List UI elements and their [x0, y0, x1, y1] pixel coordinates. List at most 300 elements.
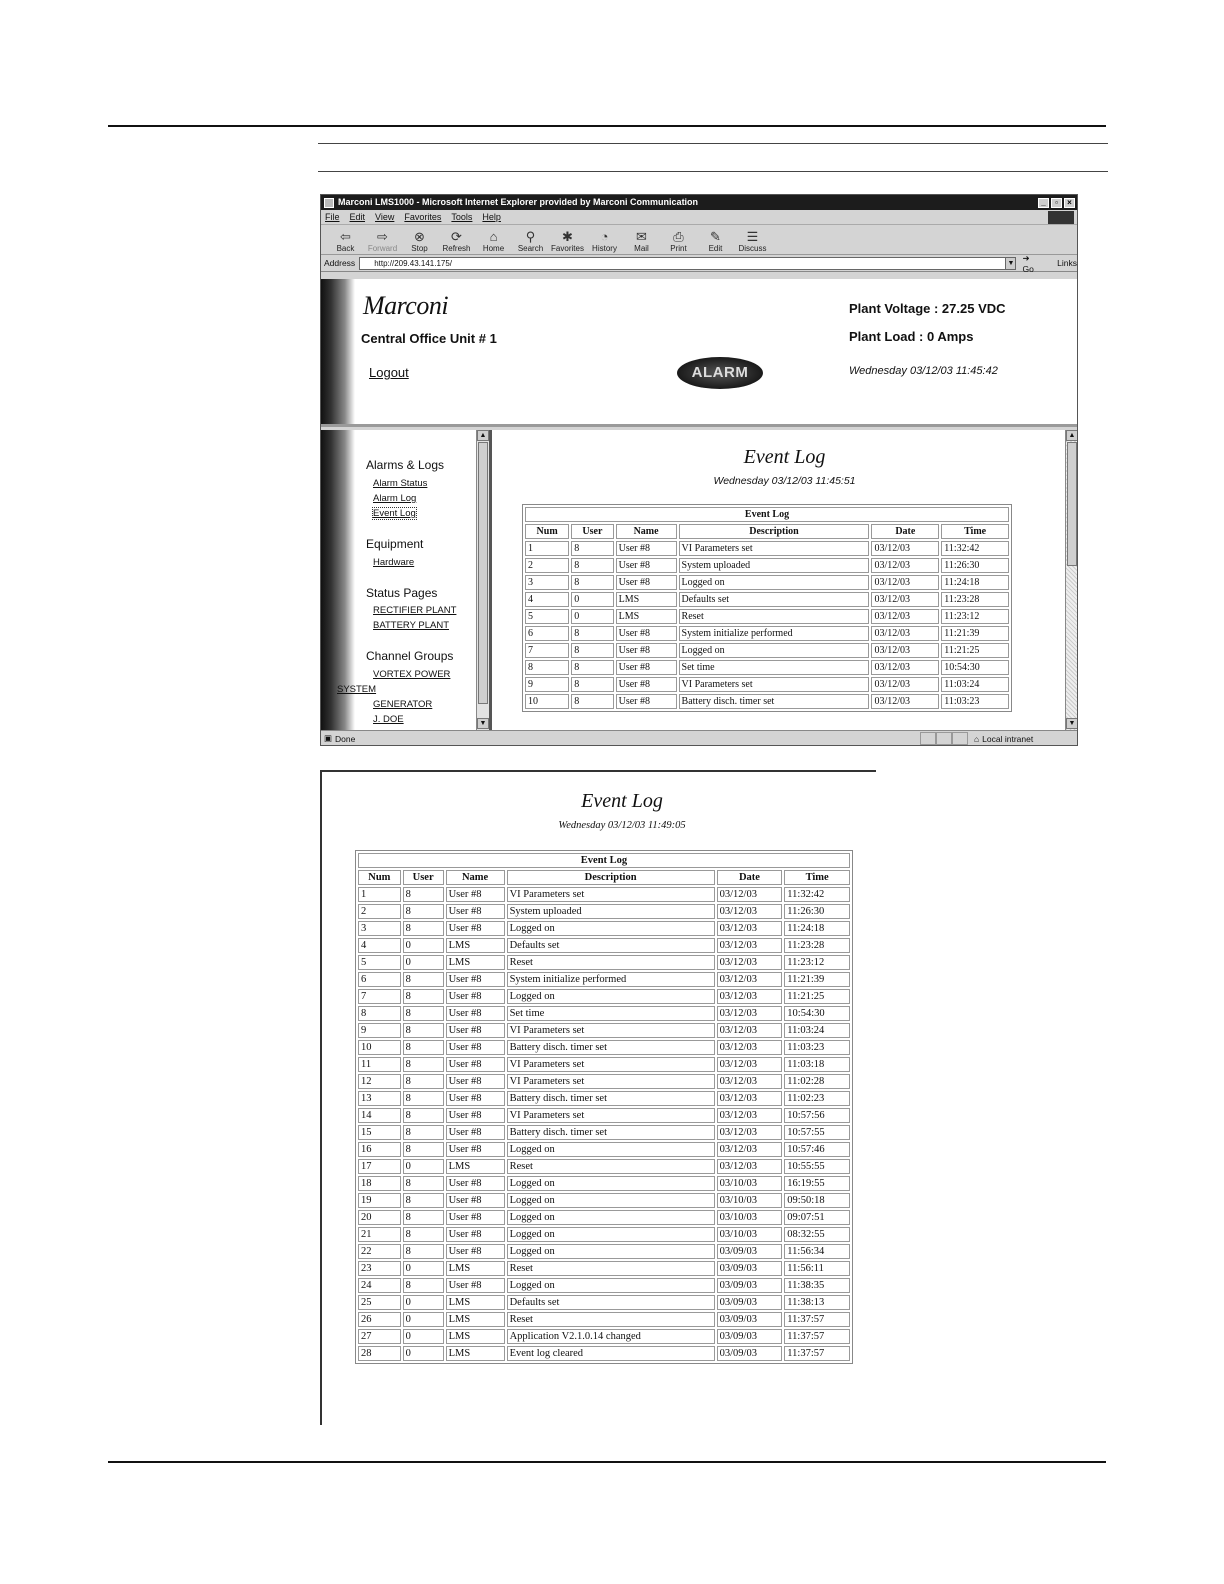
menu-tools[interactable]: Tools — [451, 212, 473, 222]
nav-section-channel-groups: Channel Groups — [366, 649, 454, 663]
cell-date: 03/12/03 — [871, 609, 939, 624]
table-row — [358, 1193, 850, 1208]
table-row — [525, 609, 1009, 624]
nav-link-vortex-power[interactable]: VORTEX POWER — [373, 669, 451, 680]
favorites-icon: ✱ — [562, 229, 573, 244]
cell-description: VI Parameters set — [679, 541, 870, 556]
logout-link[interactable]: Logout — [369, 365, 409, 380]
cell-date: 03/10/03 — [717, 1210, 783, 1225]
plant-voltage: Plant Voltage : 27.25 VDC — [849, 301, 1006, 316]
column-header-time: Time — [784, 870, 850, 885]
title-bar — [321, 195, 1077, 210]
intranet-icon: ⌂ — [974, 733, 980, 744]
cell-time: 11:37:57 — [784, 1312, 850, 1327]
cell-name: User #8 — [616, 694, 677, 709]
edit-button[interactable] — [697, 229, 734, 254]
cell-user: 8 — [403, 989, 444, 1004]
nav-section-equipment: Equipment — [366, 537, 424, 551]
cell-date: 03/12/03 — [717, 938, 783, 953]
cell-num: 8 — [525, 660, 569, 675]
cell-description: Reset — [507, 1312, 715, 1327]
cell-date: 03/12/03 — [717, 1159, 783, 1174]
column-header-description: Description — [507, 870, 715, 885]
cell-description: Reset — [507, 1261, 715, 1276]
table-row — [358, 1295, 850, 1310]
cell-user: 8 — [571, 626, 613, 641]
cell-name: User #8 — [446, 1108, 505, 1123]
minimize-icon[interactable]: _ — [1038, 198, 1049, 208]
top-rule — [108, 125, 1106, 127]
cell-date: 03/09/03 — [717, 1244, 783, 1259]
cell-num: 9 — [358, 1023, 401, 1038]
table-row — [358, 904, 850, 919]
nav-link-hardware[interactable]: Hardware — [373, 557, 415, 568]
table-caption: Event Log — [525, 507, 1009, 522]
cell-user: 0 — [403, 938, 444, 953]
cell-description: Logged on — [507, 1193, 715, 1208]
cell-time: 10:54:30 — [784, 1006, 850, 1021]
cell-description: VI Parameters set — [507, 1074, 715, 1089]
cell-time: 16:19:55 — [784, 1176, 850, 1191]
cell-date: 03/12/03 — [871, 643, 939, 658]
table-row — [358, 1057, 850, 1072]
table-row — [358, 1261, 850, 1276]
table-row — [525, 592, 1009, 607]
cell-num: 27 — [358, 1329, 401, 1344]
cell-date: 03/12/03 — [871, 575, 939, 590]
cell-user: 8 — [403, 1278, 444, 1293]
page-title: Event Log — [581, 790, 663, 812]
toolbar-label: Refresh — [442, 244, 471, 253]
menu-view[interactable]: View — [375, 212, 395, 222]
table-header-row — [525, 524, 1009, 539]
cell-user: 8 — [403, 1006, 444, 1021]
cell-num: 7 — [358, 989, 401, 1004]
cell-name: User #8 — [446, 972, 505, 987]
go-button[interactable]: ➜ Go — [1022, 252, 1034, 274]
cell-num: 17 — [358, 1159, 401, 1174]
cell-user: 8 — [571, 575, 613, 590]
cell-date: 03/12/03 — [871, 677, 939, 692]
cell-user: 0 — [403, 1312, 444, 1327]
table-row — [525, 694, 1009, 709]
cell-date: 03/12/03 — [871, 592, 939, 607]
home-button[interactable] — [475, 229, 512, 254]
table-row — [358, 1329, 850, 1344]
discuss-button[interactable] — [734, 229, 771, 254]
history-button[interactable] — [586, 229, 623, 254]
cell-num: 7 — [525, 643, 569, 658]
cell-time: 11:03:24 — [784, 1023, 850, 1038]
cell-description: Battery disch. timer set — [507, 1040, 715, 1055]
cell-num: 4 — [358, 938, 401, 953]
mail-icon: ✉ — [636, 229, 647, 244]
cell-time: 11:24:18 — [784, 921, 850, 936]
links-button[interactable]: Links — [1057, 258, 1077, 268]
cell-date: 03/12/03 — [717, 887, 783, 902]
cell-date: 03/09/03 — [717, 1312, 783, 1327]
page-datetime: Wednesday 03/12/03 11:49:05 — [558, 820, 686, 831]
status-cell — [936, 732, 952, 745]
column-header-user: User — [403, 870, 444, 885]
cell-time: 11:21:39 — [941, 626, 1009, 641]
table-row — [358, 989, 850, 1004]
table-row — [358, 1108, 850, 1123]
stop-button[interactable] — [401, 229, 438, 254]
cell-description: Logged on — [507, 1142, 715, 1157]
cell-description: System initialize performed — [679, 626, 870, 641]
cell-time: 09:50:18 — [784, 1193, 850, 1208]
cell-user: 0 — [571, 592, 613, 607]
cell-user: 8 — [403, 1074, 444, 1089]
cell-user: 8 — [403, 1176, 444, 1191]
cell-date: 03/09/03 — [717, 1346, 783, 1361]
cell-num: 1 — [525, 541, 569, 556]
cell-name: User #8 — [446, 1091, 505, 1106]
scroll-up-icon[interactable]: ▲ — [477, 430, 489, 441]
cell-user: 8 — [403, 1244, 444, 1259]
event-log-table — [355, 850, 853, 1364]
cell-name: User #8 — [446, 1023, 505, 1038]
cell-time: 10:57:55 — [784, 1125, 850, 1140]
page-datetime: Wednesday 03/12/03 11:45:51 — [713, 475, 856, 487]
cell-time: 10:57:46 — [784, 1142, 850, 1157]
cell-user: 0 — [403, 1329, 444, 1344]
status-cell — [952, 732, 968, 745]
status-text: Done — [335, 733, 356, 744]
cell-num: 24 — [358, 1278, 401, 1293]
cell-user: 8 — [403, 887, 444, 902]
event-log-table — [522, 504, 1012, 712]
cell-name: User #8 — [446, 887, 505, 902]
cell-num: 23 — [358, 1261, 401, 1276]
favorites-button[interactable] — [549, 229, 586, 254]
menu-file[interactable]: File — [325, 212, 340, 222]
zone-text: Local intranet — [982, 733, 1034, 744]
toolbar-label: History — [592, 244, 617, 253]
toolbar-label: Mail — [634, 244, 649, 253]
cell-name: LMS — [446, 1329, 505, 1344]
nav-link-system[interactable]: SYSTEM — [337, 684, 377, 695]
cell-name: LMS — [446, 1159, 505, 1174]
bottom-rule — [108, 1461, 1106, 1463]
cell-num: 15 — [358, 1125, 401, 1140]
cell-name: User #8 — [616, 575, 677, 590]
cell-user: 8 — [571, 694, 613, 709]
back-arrow-icon: ⇦ — [340, 229, 351, 244]
toolbar-label: Forward — [367, 244, 398, 253]
cell-date: 03/12/03 — [871, 558, 939, 573]
nav-section-status-pages: Status Pages — [366, 586, 438, 600]
cell-user: 8 — [403, 1091, 444, 1106]
cell-num: 28 — [358, 1346, 401, 1361]
cell-time: 10:55:55 — [784, 1159, 850, 1174]
window-title: Marconi LMS1000 - Microsoft Internet Explorer provided by Marconi Communication — [338, 197, 699, 207]
cell-user: 0 — [403, 1295, 444, 1310]
table-row — [358, 887, 850, 902]
menu-help[interactable]: Help — [482, 212, 501, 222]
cell-name: LMS — [616, 592, 677, 607]
cell-num: 26 — [358, 1312, 401, 1327]
table-row — [358, 1159, 850, 1174]
toolbar-label: Search — [517, 244, 544, 253]
page-icon: ▣ — [324, 733, 333, 743]
cell-name: User #8 — [446, 1006, 505, 1021]
table-row — [358, 1244, 850, 1259]
cell-num: 6 — [525, 626, 569, 641]
cell-date: 03/12/03 — [717, 989, 783, 1004]
cell-description: Reset — [679, 609, 870, 624]
cell-num: 3 — [358, 921, 401, 936]
table-row — [358, 1023, 850, 1038]
content-area — [321, 430, 1077, 730]
table-caption-row — [358, 853, 850, 868]
cell-description: Logged on — [507, 1244, 715, 1259]
address-label: Address — [324, 258, 356, 268]
cell-date: 03/12/03 — [717, 904, 783, 919]
cell-date: 03/12/03 — [717, 1057, 783, 1072]
nav-link-battery-plant[interactable]: BATTERY PLANT — [373, 620, 450, 631]
table-row — [358, 921, 850, 936]
cell-date: 03/12/03 — [871, 541, 939, 556]
cell-name: User #8 — [446, 1176, 505, 1191]
cell-description: System initialize performed — [507, 972, 715, 987]
cell-time: 11:02:23 — [784, 1091, 850, 1106]
cell-description: Defaults set — [679, 592, 870, 607]
gradient-bar — [321, 279, 355, 424]
table-row — [525, 558, 1009, 573]
column-header-time: Time — [941, 524, 1009, 539]
cell-user: 8 — [571, 660, 613, 675]
cell-time: 11:02:28 — [784, 1074, 850, 1089]
cell-name: User #8 — [446, 1278, 505, 1293]
cell-user: 8 — [403, 1040, 444, 1055]
cell-user: 8 — [403, 972, 444, 987]
go-label: Go — [1022, 263, 1034, 274]
header-rule — [318, 143, 1108, 144]
nav-link-j-doe[interactable]: J. DOE — [373, 714, 404, 725]
cell-description: Defaults set — [507, 1295, 715, 1310]
column-header-date: Date — [717, 870, 783, 885]
cell-name: User #8 — [446, 1244, 505, 1259]
cell-description: Reset — [507, 1159, 715, 1174]
alarm-indicator[interactable]: ALARM — [677, 357, 763, 389]
cell-description: Logged on — [679, 575, 870, 590]
scroll-down-icon[interactable]: ▼ — [1066, 718, 1077, 729]
status-cell — [920, 732, 936, 745]
cell-date: 03/10/03 — [717, 1227, 783, 1242]
cell-user: 0 — [403, 1346, 444, 1361]
cell-name: User #8 — [446, 989, 505, 1004]
scroll-thumb[interactable] — [1067, 442, 1077, 566]
nav-link-alarm-log[interactable]: Alarm Log — [373, 493, 417, 504]
nav-link-generator[interactable]: GENERATOR — [373, 699, 433, 710]
cell-name: User #8 — [446, 1074, 505, 1089]
cell-num: 3 — [525, 575, 569, 590]
cell-description: VI Parameters set — [679, 677, 870, 692]
cell-description: Battery disch. timer set — [679, 694, 870, 709]
header-frame — [321, 279, 1077, 427]
cell-num: 25 — [358, 1295, 401, 1310]
cell-user: 8 — [571, 643, 613, 658]
column-header-num: Num — [525, 524, 569, 539]
address-value: http://209.43.141.175/ — [374, 258, 453, 268]
cell-date: 03/10/03 — [717, 1193, 783, 1208]
cell-time: 11:38:35 — [784, 1278, 850, 1293]
cell-description: Logged on — [507, 1278, 715, 1293]
cell-name: User #8 — [616, 541, 677, 556]
cell-time: 11:03:18 — [784, 1057, 850, 1072]
cell-user: 8 — [403, 1227, 444, 1242]
print-button[interactable] — [660, 229, 697, 254]
forward-button[interactable] — [364, 229, 401, 254]
table-row — [525, 541, 1009, 556]
column-header-user: User — [571, 524, 613, 539]
cell-time: 11:21:25 — [784, 989, 850, 1004]
menu-favorites[interactable]: Favorites — [404, 212, 442, 222]
full-event-log-view — [320, 770, 876, 1425]
cell-date: 03/12/03 — [717, 1006, 783, 1021]
cell-description: VI Parameters set — [507, 1108, 715, 1123]
cell-user: 0 — [571, 609, 613, 624]
toolbar-label: Home — [482, 244, 505, 253]
chevron-down-icon[interactable]: ▼ — [1005, 258, 1015, 269]
table-row — [358, 955, 850, 970]
cell-time: 11:37:57 — [784, 1346, 850, 1361]
cell-num: 2 — [525, 558, 569, 573]
table-row — [358, 972, 850, 987]
cell-name: LMS — [446, 1346, 505, 1361]
column-header-num: Num — [358, 870, 401, 885]
table-row — [358, 938, 850, 953]
cell-num: 18 — [358, 1176, 401, 1191]
cell-description: Battery disch. timer set — [507, 1125, 715, 1140]
cell-user: 8 — [403, 904, 444, 919]
cell-num: 10 — [525, 694, 569, 709]
cell-num: 19 — [358, 1193, 401, 1208]
refresh-button[interactable] — [438, 229, 475, 254]
cell-user: 0 — [403, 1261, 444, 1276]
back-button[interactable] — [327, 229, 364, 254]
table-caption-row — [525, 507, 1009, 522]
nav-section-alarms-logs: Alarms & Logs — [366, 458, 445, 472]
cell-time: 11:26:30 — [941, 558, 1009, 573]
cell-time: 11:37:57 — [784, 1329, 850, 1344]
main-scrollbar[interactable] — [1065, 430, 1077, 730]
cell-description: System uploaded — [679, 558, 870, 573]
cell-num: 10 — [358, 1040, 401, 1055]
stop-icon: ⊗ — [414, 229, 425, 244]
cell-description: Logged on — [507, 1227, 715, 1242]
table-row — [358, 1227, 850, 1242]
cell-name: User #8 — [616, 626, 677, 641]
mail-button[interactable] — [623, 229, 660, 254]
cell-time: 11:32:42 — [941, 541, 1009, 556]
menu-bar — [321, 210, 1077, 225]
table-header-row — [358, 870, 850, 885]
cell-name: User #8 — [446, 921, 505, 936]
scroll-up-icon[interactable]: ▲ — [1066, 430, 1077, 441]
cell-num: 16 — [358, 1142, 401, 1157]
page-title: Event Log — [743, 446, 826, 468]
cell-name: LMS — [446, 1295, 505, 1310]
cell-description: Set time — [507, 1006, 715, 1021]
cell-user: 8 — [403, 1108, 444, 1123]
table-row — [525, 660, 1009, 675]
address-input[interactable] — [359, 257, 1016, 270]
edit-icon: ✎ — [710, 229, 721, 244]
column-header-description: Description — [679, 524, 870, 539]
cell-user: 8 — [403, 1193, 444, 1208]
cell-time: 11:38:13 — [784, 1295, 850, 1310]
main-frame — [492, 430, 1077, 730]
sidebar-scrollbar[interactable] — [476, 430, 489, 730]
table-row — [358, 1091, 850, 1106]
history-icon: ◔ — [600, 229, 609, 244]
discuss-icon: ☰ — [746, 229, 759, 244]
cell-date: 03/12/03 — [717, 1040, 783, 1055]
cell-name: LMS — [446, 955, 505, 970]
maximize-icon[interactable]: ▫ — [1051, 198, 1062, 208]
column-header-name: Name — [616, 524, 677, 539]
cell-date: 03/12/03 — [717, 1108, 783, 1123]
cell-date: 03/09/03 — [717, 1295, 783, 1310]
cell-date: 03/12/03 — [871, 694, 939, 709]
search-button[interactable] — [512, 229, 549, 254]
cell-name: LMS — [446, 1261, 505, 1276]
cell-date: 03/12/03 — [871, 626, 939, 641]
table-row — [358, 1210, 850, 1225]
cell-date: 03/12/03 — [717, 1023, 783, 1038]
table-row — [525, 677, 1009, 692]
cell-time: 11:03:24 — [941, 677, 1009, 692]
table-row — [525, 575, 1009, 590]
nav-link-rectifier-plant[interactable]: RECTIFIER PLANT — [373, 605, 457, 616]
close-icon[interactable]: × — [1064, 198, 1075, 208]
cell-description: Logged on — [507, 921, 715, 936]
cell-date: 03/12/03 — [717, 1125, 783, 1140]
cell-time: 11:32:42 — [784, 887, 850, 902]
scroll-thumb[interactable] — [478, 442, 488, 704]
cell-num: 5 — [525, 609, 569, 624]
scroll-down-icon[interactable]: ▼ — [477, 718, 489, 729]
cell-user: 8 — [403, 1125, 444, 1140]
cell-name: User #8 — [446, 1040, 505, 1055]
cell-num: 1 — [358, 887, 401, 902]
cell-date: 03/12/03 — [717, 921, 783, 936]
menu-edit[interactable]: Edit — [349, 212, 366, 222]
cell-user: 8 — [403, 1142, 444, 1157]
table-row — [358, 1346, 850, 1361]
cell-name: User #8 — [446, 1125, 505, 1140]
cell-time: 08:32:55 — [784, 1227, 850, 1242]
refresh-icon: ⟳ — [451, 229, 462, 244]
cell-time: 11:56:34 — [784, 1244, 850, 1259]
nav-link-event-log[interactable]: Event Log — [373, 508, 416, 519]
table-row — [358, 1176, 850, 1191]
browser-window — [320, 194, 1078, 746]
cell-num: 22 — [358, 1244, 401, 1259]
cell-user: 8 — [571, 541, 613, 556]
cell-time: 09:07:51 — [784, 1210, 850, 1225]
cell-time: 11:26:30 — [784, 904, 850, 919]
cell-description: Battery disch. timer set — [507, 1091, 715, 1106]
nav-link-alarm-status[interactable]: Alarm Status — [373, 478, 428, 489]
table-row — [358, 1074, 850, 1089]
cell-num: 11 — [358, 1057, 401, 1072]
cell-description: VI Parameters set — [507, 1023, 715, 1038]
column-header-date: Date — [871, 524, 939, 539]
